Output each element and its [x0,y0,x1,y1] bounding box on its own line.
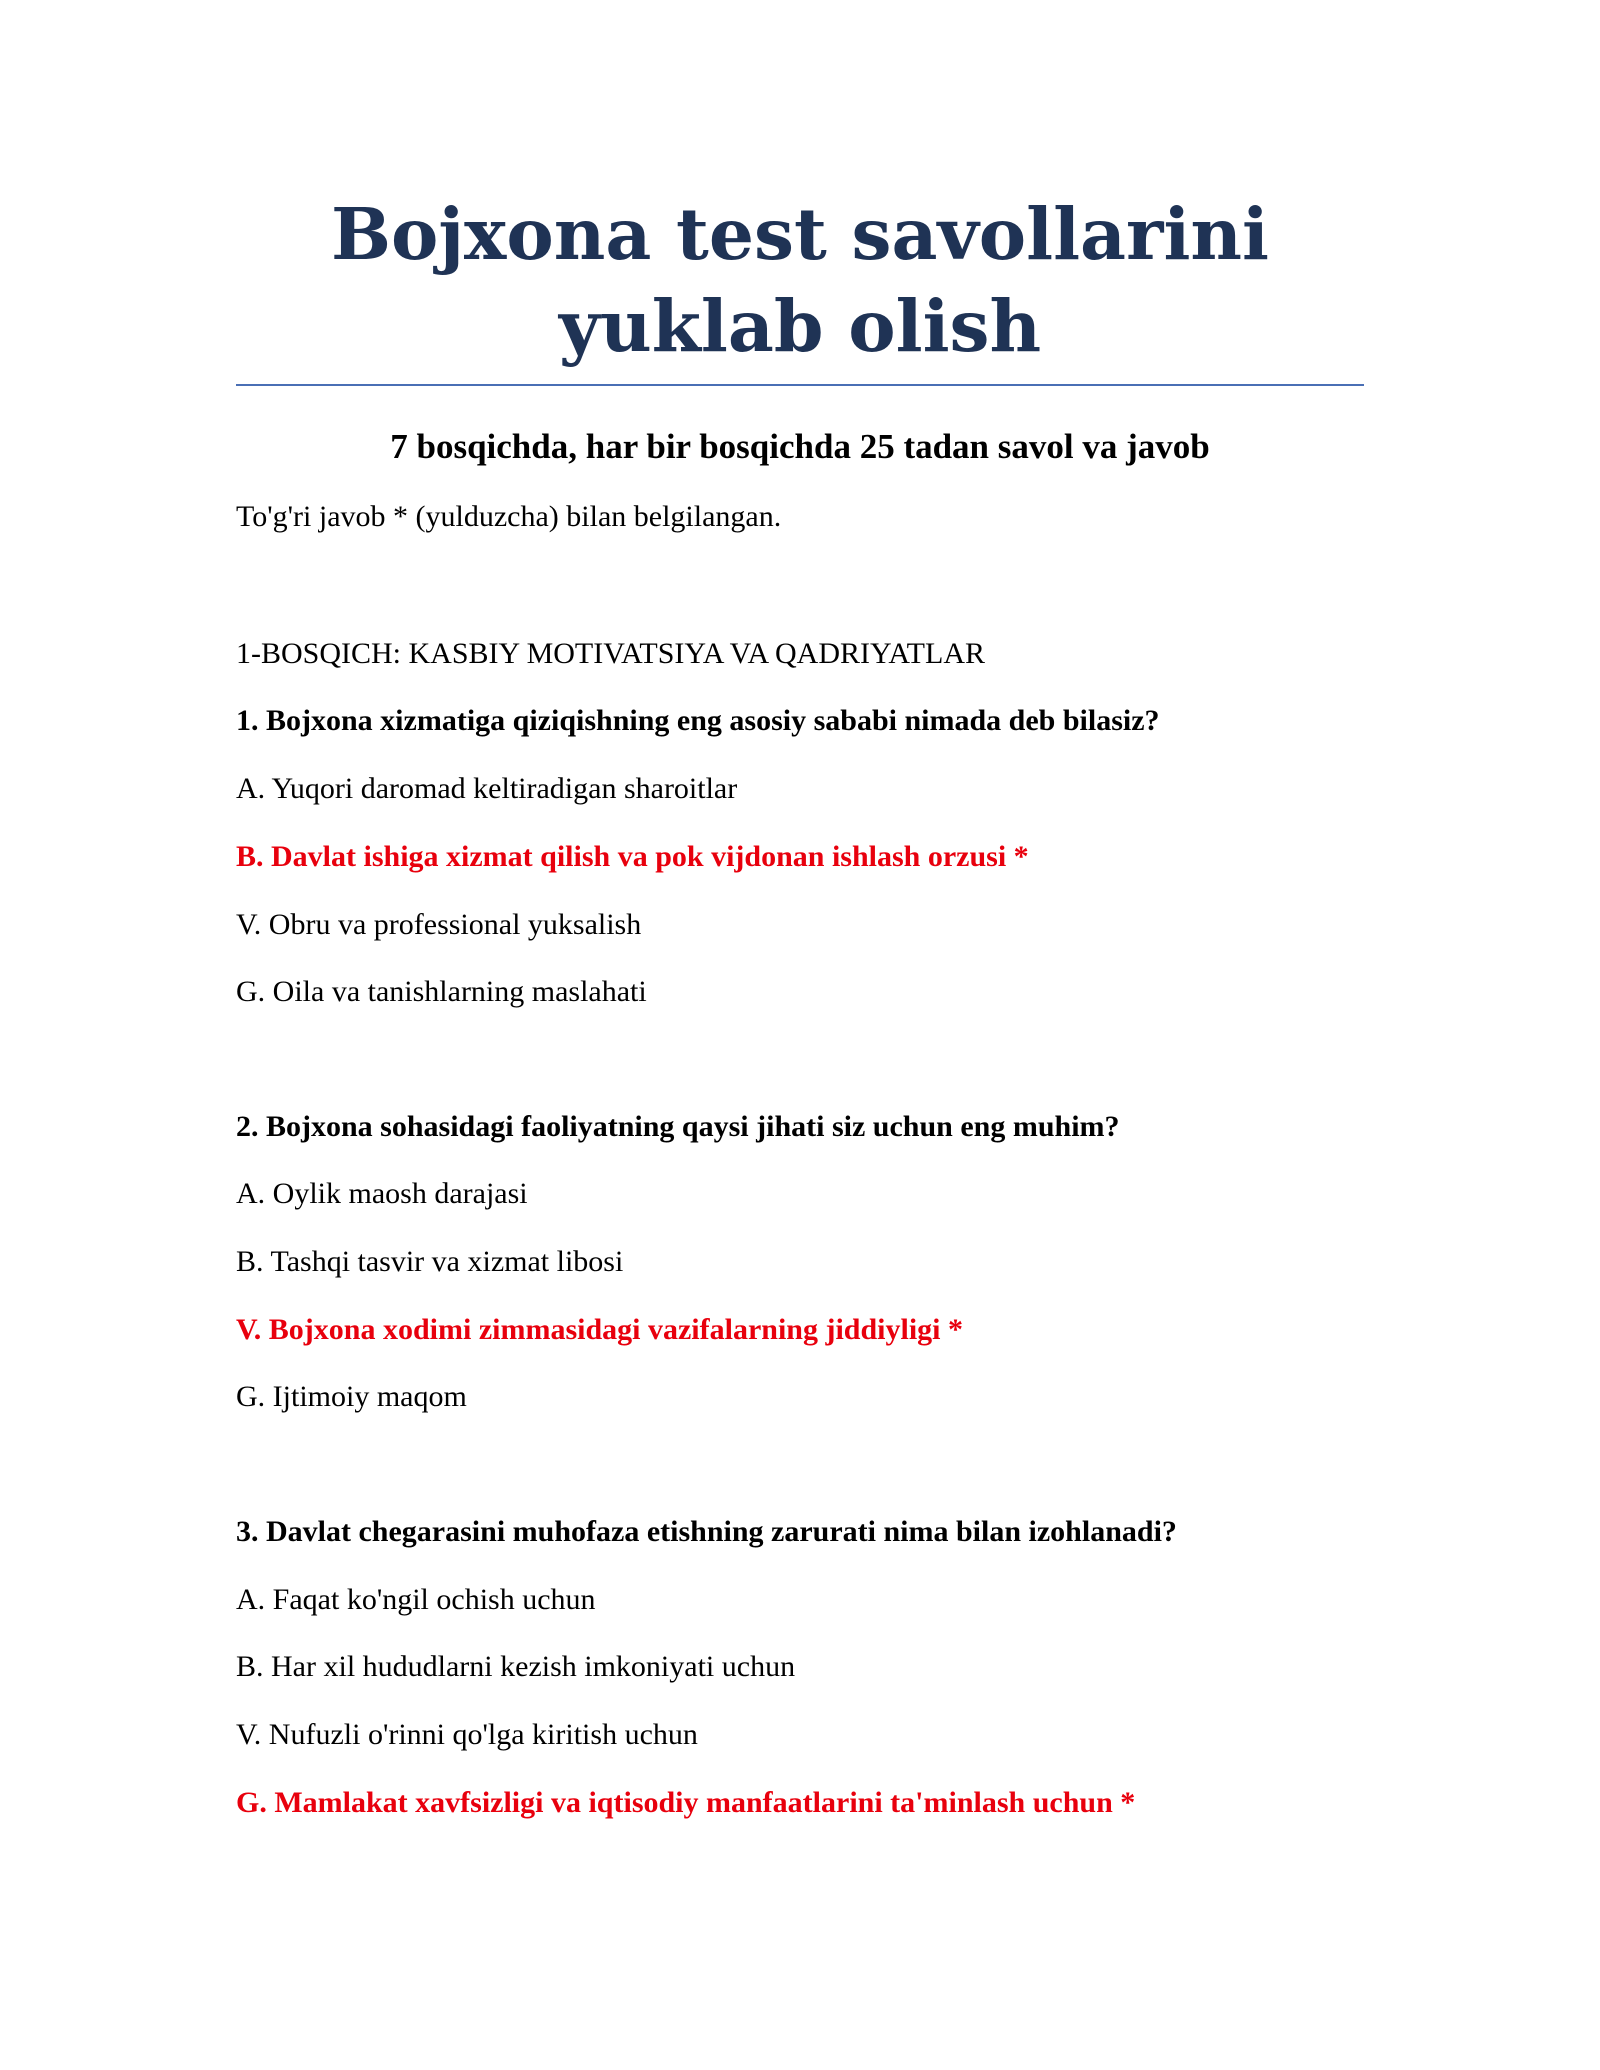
question-1-option-v: V. Obru va professional yuksalish [236,908,642,941]
question-1-option-b-correct: B. Davlat ishiga xizmat qilish va pok vijdonan ishlash orzusi * [236,840,1029,873]
question-2-option-a: A. Oylik maosh darajasi [236,1177,528,1210]
document-title: Bojxona test savollarini yuklab olish [330,192,1270,368]
question-3: 3. Davlat chegarasini muhofaza etishning zarurati nima bilan izohlanadi? [236,1515,1177,1548]
question-2-option-v-correct: V. Bojxona xodimi zimmasidagi vazifalarning jiddiyligi * [236,1313,964,1346]
answer-key-note: To'g'ri javob * (yulduzcha) bilan belgilangan. [236,500,782,533]
question-1-option-a: A. Yuqori daromad keltiradigan sharoitlar [236,772,738,805]
question-1: 1. Bojxona xizmatiga qiziqishning eng asosiy sababi nimada deb bilasiz? [236,704,1160,737]
section-title: 1-BOSQICH: KASBIY MOTIVATSIYA VA QADRIYATLAR [236,637,985,670]
title-divider [236,384,1364,386]
question-2-option-b: B. Tashqi tasvir va xizmat libosi [236,1245,624,1278]
question-2: 2. Bojxona sohasidagi faoliyatning qaysi jihati siz uchun eng muhim? [236,1110,1120,1143]
question-3-option-g-correct: G. Mamlakat xavfsizligi va iqtisodiy manfaatlarini ta'minlash uchun * [236,1786,1136,1819]
question-3-option-b: B. Har xil hududlarni kezish imkoniyati uchun [236,1650,796,1683]
question-3-option-a: A. Faqat ko'ngil ochish uchun [236,1583,596,1616]
question-2-option-g: G. Ijtimoiy maqom [236,1380,467,1413]
question-1-option-g: G. Oila va tanishlarning maslahati [236,975,647,1008]
question-3-option-v: V. Nufuzli o'rinni qo'lga kiritish uchun [236,1718,698,1751]
document-subtitle: 7 bosqichda, har bir bosqichda 25 tadan savol va javob [390,427,1210,466]
